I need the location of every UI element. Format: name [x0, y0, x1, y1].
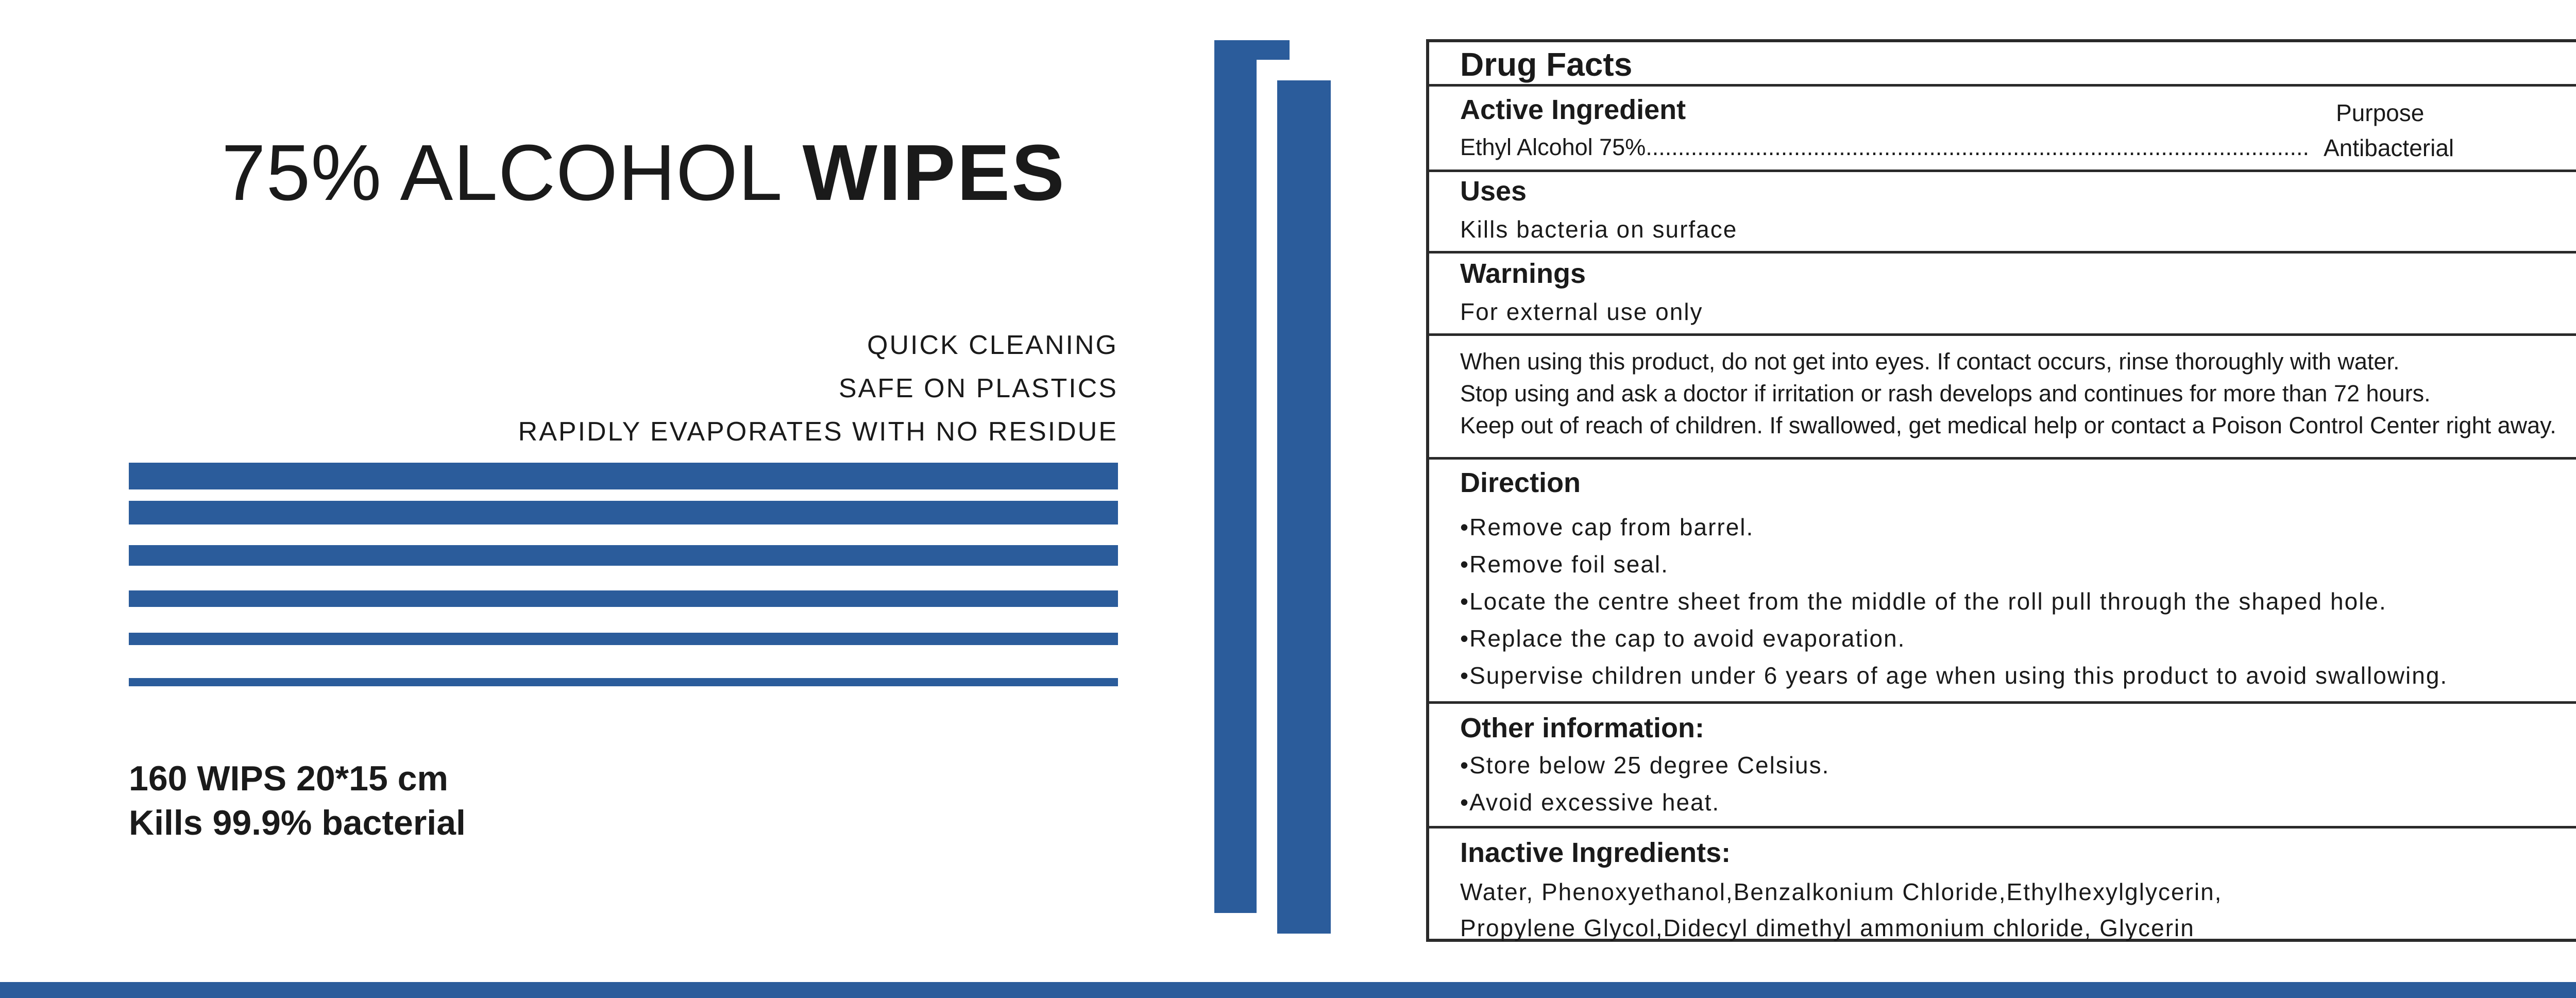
active-ingredient-line: Ethyl Alcohol 75%.......................................................................................................	[1460, 134, 2309, 160]
warning-detail: Stop using and ask a doctor if irritation or rash develops and continues for more than 72 hours.	[1460, 380, 2431, 407]
stripe	[129, 633, 1118, 645]
inactive-ingredients-heading: Inactive Ingredients:	[1460, 837, 1731, 868]
product-title	[222, 128, 1066, 217]
bar-left-cap	[1257, 40, 1290, 60]
inactive-ingredients-line: Propylene Glycol,Didecyl dimethyl ammonium chloride, Glycerin	[1460, 915, 2195, 941]
bar-left	[1214, 40, 1257, 913]
warning-detail: Keep out of reach of children. If swallowed, get medical help or contact a Poison Control Center right away.	[1460, 412, 2556, 438]
stripe	[129, 590, 1118, 607]
direction-item: •Remove foil seal.	[1460, 551, 1669, 578]
claims-list	[518, 324, 1118, 453]
uses-heading: Uses	[1460, 176, 1527, 207]
claim-item: SAFE ON PLASTICS	[838, 374, 1118, 403]
other-information-item: •Store below 25 degree Celsius.	[1460, 752, 1830, 779]
drug-facts-panel	[1426, 39, 2576, 942]
direction-heading: Direction	[1460, 467, 1581, 498]
purpose-value: Antibacterial	[2324, 134, 2454, 161]
direction-item: •Remove cap from barrel.	[1460, 514, 1754, 540]
uses-text: Kills bacteria on surface	[1460, 216, 1738, 243]
wipe-count: 160 WIPS 20*15 cm	[129, 759, 448, 798]
warnings-details-section	[1429, 336, 2576, 460]
active-ingredient-heading: Active Ingredient	[1460, 94, 1686, 125]
stripe	[129, 545, 1118, 566]
kill-rate: Kills 99.9% bacterial	[129, 803, 466, 842]
warnings-heading: Warnings	[1460, 258, 1586, 289]
stripe	[129, 463, 1118, 489]
drug-facts-header	[1429, 42, 2576, 87]
direction-item: •Supervise children under 6 years of age when using this product to avoid swallowing.	[1460, 662, 2448, 689]
inactive-ingredients-section	[1429, 828, 2576, 945]
other-information-section	[1429, 704, 2576, 828]
bottom-band	[0, 982, 2576, 998]
product-title-bold: WIPES	[802, 128, 1066, 217]
direction-item: •Replace the cap to avoid evaporation.	[1460, 625, 1906, 652]
stripe	[129, 501, 1118, 525]
other-information-heading: Other information:	[1460, 713, 1704, 743]
purpose-heading: Purpose	[2336, 99, 2425, 126]
warnings-text: For external use only	[1460, 298, 1703, 325]
product-title-regular: 75% ALCOHOL	[222, 128, 803, 217]
direction-section	[1429, 460, 2576, 704]
bar-right	[1277, 80, 1331, 934]
stripe	[129, 678, 1118, 686]
claim-item: QUICK CLEANING	[867, 330, 1118, 360]
warnings-section	[1429, 253, 2576, 336]
warning-detail: When using this product, do not get into eyes. If contact occurs, rinse thoroughly with water.	[1460, 348, 2400, 375]
direction-item: •Locate the centre sheet from the middle of the roll pull through the shaped hole.	[1460, 588, 2387, 615]
drug-facts-title: Drug Facts	[1460, 46, 1633, 83]
other-information-item: •Avoid excessive heat.	[1460, 789, 1720, 816]
uses-section	[1429, 172, 2576, 253]
claim-item: RAPIDLY EVAPORATES WITH NO RESIDUE	[518, 417, 1118, 447]
active-ingredient-section	[1429, 87, 2576, 172]
product-specs	[129, 756, 466, 845]
inactive-ingredients-line: Water, Phenoxyethanol,Benzalkonium Chloride,Ethylhexylglycerin,	[1460, 878, 2223, 905]
